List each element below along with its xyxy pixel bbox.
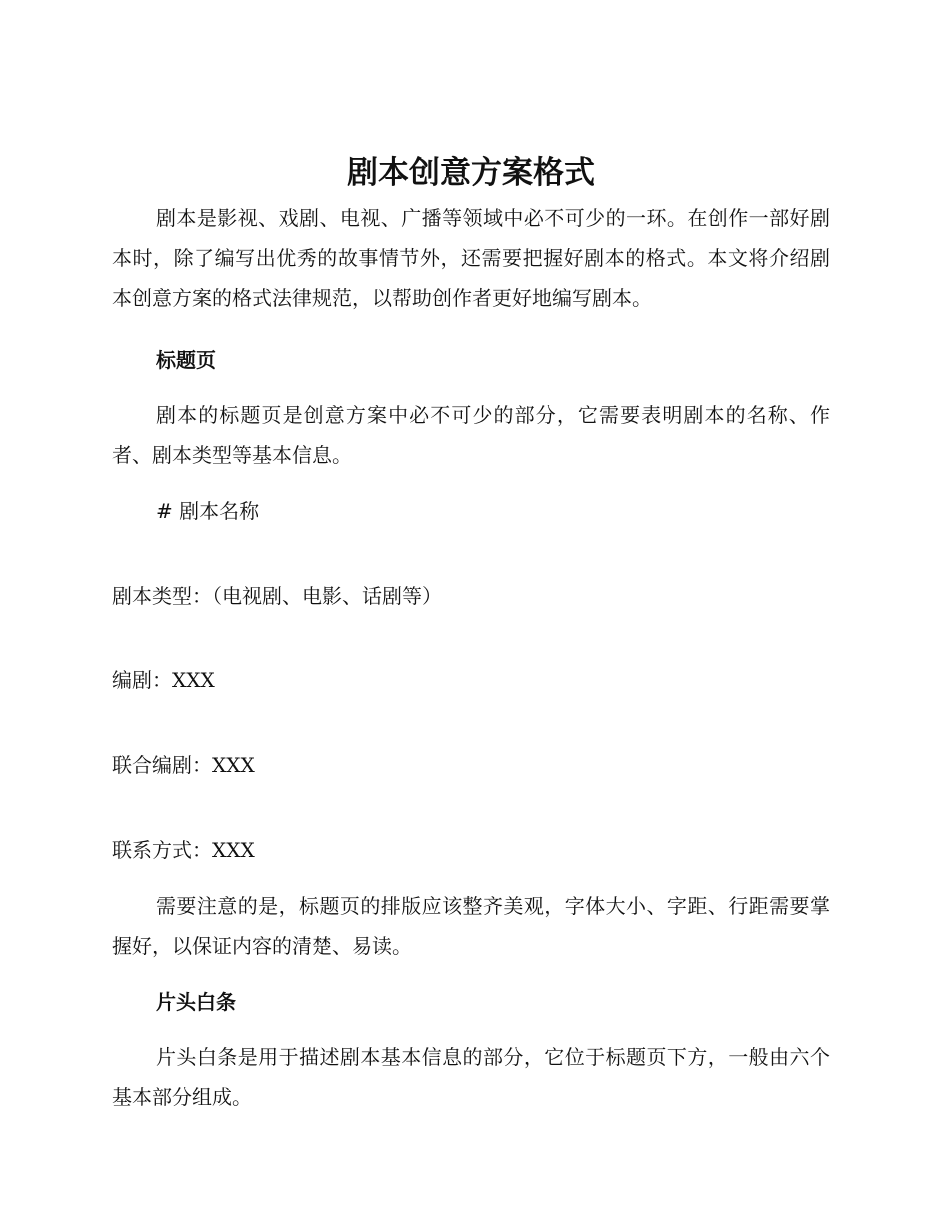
script-type-line: 剧本类型：（电视剧、电影、话剧等） [112,584,442,608]
title-page-paragraph: 剧本的标题页是创意方案中必不可少的部分，它需要表明剧本的名称、作者、剧本类型等基本信息。 [112,403,830,467]
intro-paragraph: 剧本是影视、戏剧、电视、广播等领域中必不可少的一环。在创作一部好剧本时，除了编写出优秀的故事情节外，还需要把握好剧本的格式。本文将介绍剧本创意方案的格式法律规范，以帮助创作者更好地编写剧本。 [112,206,830,310]
document-title: 剧本创意方案格式 [347,155,595,191]
opening-strip-paragraph: 片头白条是用于描述剧本基本信息的部分，它位于标题页下方，一般由六个基本部分组成。 [112,1045,830,1109]
script-name-line: # 剧本名称 [156,499,260,523]
writer-line: 编剧：XXX [112,668,215,692]
title-page-note-paragraph: 需要注意的是，标题页的排版应该整齐美观，字体大小、字距、行距需要掌握好，以保证内容的清楚、易读。 [112,894,830,958]
section-heading-title-page: 标题页 [156,348,216,372]
section-heading-opening-strip: 片头白条 [156,990,236,1014]
cowriter-line: 联合编剧：XXX [112,753,255,777]
contact-line: 联系方式：XXX [112,838,255,862]
